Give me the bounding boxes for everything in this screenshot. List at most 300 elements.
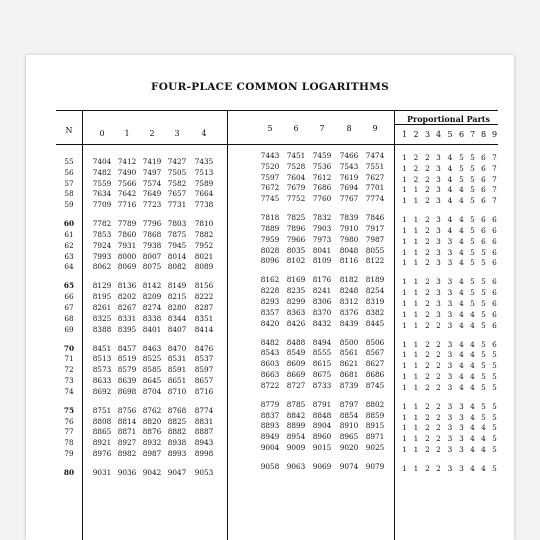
log-mantissa-cell: 9069	[312, 462, 332, 471]
proportional-part-cell: 4	[447, 174, 453, 184]
log-mantissa-cell: 8842	[286, 410, 306, 420]
log-mantissa-cell: 7931	[117, 240, 137, 250]
proportional-part-cell: 1	[413, 185, 419, 195]
proportional-part-cell: 1	[413, 215, 419, 225]
proportional-part-cell: 2	[425, 423, 430, 433]
log-mantissa-cell: 8904	[312, 421, 332, 431]
log-mantissa-cell: 8531	[167, 354, 187, 364]
row-n-value: 55	[64, 157, 74, 166]
pp-header-digit: 7	[469, 130, 476, 139]
log-mantissa-cell: 8267	[117, 303, 137, 312]
proportional-part-cell: 5	[492, 350, 497, 360]
proportional-part-cell: 1	[413, 401, 419, 411]
log-mantissa-cell: 7589	[194, 178, 214, 188]
log-mantissa-cell: 9009	[286, 443, 306, 452]
log-mantissa-cell: 8069	[117, 262, 137, 272]
log-mantissa-cell: 7896	[286, 224, 306, 233]
proportional-part-cell: 4	[481, 434, 486, 444]
proportional-part-cell: 4	[447, 185, 453, 195]
log-mantissa-cell: 9047	[167, 468, 187, 477]
proportional-part-cell: 6	[492, 277, 497, 287]
proportional-part-cell: 3	[447, 464, 453, 473]
proportional-part-cell: 6	[492, 309, 497, 319]
log-mantissa-cell: 7731	[167, 200, 187, 210]
log-mantissa-cell: 8597	[194, 365, 214, 375]
proportional-part-cell: 6	[492, 215, 497, 225]
proportional-part-cell: 5	[481, 401, 486, 411]
log-mantissa-cell: 8055	[365, 245, 385, 255]
log-mantissa-cell: 7882	[194, 230, 214, 239]
proportional-part-cell: 3	[436, 196, 441, 206]
proportional-part-cell: 5	[492, 382, 497, 392]
proportional-part-cell: 4	[470, 423, 475, 433]
log-mantissa-cell: 8401	[142, 324, 162, 334]
proportional-part-cell: 3	[436, 288, 441, 298]
log-mantissa-cell: 7839	[339, 213, 359, 223]
column-rule	[394, 110, 395, 540]
row-n-value: 80	[63, 468, 75, 477]
log-mantissa-cell: 8041	[312, 245, 332, 255]
row-n-value: 61	[64, 230, 74, 239]
proportional-part-cell: 1	[402, 258, 407, 268]
log-mantissa-cell: 8482	[260, 337, 280, 347]
log-mantissa-cell: 7868	[142, 230, 162, 239]
proportional-part-cell: 4	[470, 372, 475, 381]
proportional-part-cell: 5	[470, 288, 475, 298]
proportional-part-cell: 2	[425, 382, 430, 392]
log-mantissa-cell: 8280	[167, 303, 187, 312]
proportional-part-cell: 4	[447, 226, 453, 235]
log-mantissa-cell: 8543	[260, 348, 280, 358]
log-mantissa-cell: 8506	[365, 337, 385, 347]
proportional-part-cell: 2	[425, 226, 430, 235]
proportional-part-cell: 5	[481, 412, 486, 422]
log-mantissa-cell: 8463	[142, 343, 162, 353]
log-mantissa-cell: 8176	[312, 275, 332, 285]
proportional-part-cell: 5	[492, 464, 497, 473]
proportional-part-cell: 4	[459, 372, 464, 381]
log-mantissa-cell: 8960	[312, 432, 332, 442]
proportional-part-cell: 6	[481, 226, 486, 235]
proportional-part-cell: 1	[402, 236, 407, 246]
proportional-part-cell: 5	[459, 163, 464, 173]
log-mantissa-cell: 7752	[286, 194, 306, 204]
proportional-part-cell: 3	[459, 445, 464, 454]
log-mantissa-cell: 7627	[365, 172, 385, 182]
proportional-part-cell: 4	[470, 401, 475, 411]
log-mantissa-cell: 8615	[312, 359, 332, 369]
log-mantissa-cell: 7993	[92, 251, 112, 261]
log-mantissa-cell: 8831	[194, 416, 214, 426]
proportional-part-cell: 6	[492, 320, 497, 330]
log-mantissa-cell: 8048	[339, 245, 359, 255]
log-mantissa-cell: 8882	[167, 427, 187, 437]
log-mantissa-cell: 8122	[365, 256, 385, 266]
proportional-part-cell: 1	[402, 434, 407, 444]
proportional-parts-heading: Proportional Parts	[406, 114, 490, 124]
proportional-part-cell: 2	[425, 464, 430, 473]
proportional-part-cell: 3	[436, 153, 441, 162]
log-mantissa-cell: 7490	[117, 167, 137, 177]
proportional-part-cell: 1	[413, 247, 419, 257]
row-n-value: 59	[64, 200, 74, 210]
log-mantissa-cell: 7709	[92, 200, 112, 210]
log-mantissa-cell: 7789	[117, 219, 137, 229]
proportional-part-cell: 3	[447, 434, 453, 444]
log-mantissa-cell: 8779	[260, 399, 280, 409]
proportional-part-cell: 5	[492, 445, 497, 454]
log-mantissa-cell: 7672	[260, 183, 280, 193]
proportional-part-cell: 1	[402, 288, 407, 298]
proportional-part-cell: 5	[492, 412, 497, 422]
proportional-part-cell: 5	[481, 277, 486, 287]
proportional-part-cell: 1	[402, 196, 407, 206]
column-header-digit: 7	[319, 124, 325, 133]
proportional-part-cell: 4	[447, 163, 453, 173]
log-mantissa-cell: 9036	[117, 468, 137, 477]
proportional-part-cell: 6	[492, 339, 497, 349]
proportional-part-cell: 6	[492, 258, 497, 268]
proportional-part-cell: 3	[436, 236, 441, 246]
proportional-part-cell: 2	[425, 196, 430, 206]
log-mantissa-cell: 8035	[286, 245, 306, 255]
log-mantissa-cell: 8102	[286, 256, 306, 266]
proportional-part-cell: 2	[436, 361, 441, 371]
proportional-part-cell: 5	[481, 258, 486, 268]
proportional-part-cell: 1	[402, 339, 407, 349]
proportional-part-cell: 7	[492, 196, 497, 206]
log-mantissa-cell: 8791	[312, 399, 332, 409]
log-mantissa-cell: 8426	[286, 318, 306, 328]
log-mantissa-cell: 8222	[194, 292, 214, 302]
proportional-part-cell: 3	[447, 423, 453, 433]
proportional-part-cell: 3	[436, 163, 441, 173]
log-mantissa-cell: 7973	[312, 234, 332, 244]
proportional-part-cell: 2	[436, 401, 441, 411]
log-mantissa-cell: 7846	[365, 213, 385, 223]
proportional-part-cell: 1	[413, 277, 419, 287]
log-mantissa-cell: 8675	[312, 370, 332, 379]
log-mantissa-cell: 8169	[286, 275, 306, 285]
log-mantissa-cell: 7694	[339, 183, 359, 193]
log-mantissa-cell: 8476	[194, 343, 214, 353]
log-mantissa-cell: 8651	[167, 376, 187, 385]
proportional-part-cell: 2	[436, 434, 441, 444]
proportional-part-cell: 1	[402, 382, 407, 392]
proportional-part-cell: 4	[459, 226, 464, 235]
log-mantissa-cell: 8414	[194, 324, 214, 334]
log-mantissa-cell: 7903	[312, 224, 332, 233]
proportional-part-cell: 1	[413, 320, 419, 330]
proportional-part-cell: 4	[459, 247, 464, 257]
proportional-part-cell: 1	[402, 309, 407, 319]
pp-header-digit: 8	[480, 130, 487, 139]
proportional-part-cell: 5	[481, 361, 486, 371]
row-n-value: 76	[64, 416, 74, 426]
log-mantissa-cell: 8457	[117, 343, 137, 353]
log-mantissa-cell: 7664	[194, 189, 214, 199]
log-mantissa-cell: 7818	[260, 213, 280, 223]
proportional-part-cell: 4	[459, 350, 464, 360]
proportional-part-cell: 3	[459, 401, 464, 411]
log-mantissa-cell: 8591	[167, 365, 187, 375]
proportional-part-cell: 3	[459, 423, 464, 433]
log-mantissa-cell: 8306	[312, 297, 332, 306]
row-n-value: 79	[64, 449, 74, 458]
proportional-part-cell: 1	[402, 350, 407, 360]
proportional-part-cell: 7	[492, 163, 497, 173]
log-mantissa-cell: 8971	[365, 432, 385, 442]
log-mantissa-cell: 7952	[194, 240, 214, 250]
log-mantissa-cell: 8745	[365, 380, 385, 390]
log-mantissa-cell: 8215	[167, 292, 187, 302]
row-n-value: 78	[64, 438, 74, 448]
proportional-part-cell: 5	[459, 174, 464, 184]
log-mantissa-cell: 7917	[365, 224, 385, 233]
log-mantissa-cell: 8021	[194, 251, 214, 261]
log-mantissa-cell: 8189	[365, 275, 385, 285]
row-n-value: 58	[64, 189, 74, 199]
row-n-value: 60	[63, 219, 75, 229]
log-mantissa-cell: 8561	[339, 348, 359, 358]
proportional-part-cell: 2	[425, 372, 430, 381]
proportional-part-cell: 2	[436, 423, 441, 433]
log-mantissa-cell: 7796	[142, 219, 162, 229]
proportional-part-cell: 2	[425, 361, 430, 371]
log-mantissa-cell: 9015	[312, 443, 332, 452]
log-mantissa-cell: 8555	[312, 348, 332, 358]
column-header-digit: 6	[293, 124, 299, 133]
log-mantissa-cell: 8519	[117, 354, 137, 364]
proportional-part-cell: 3	[436, 185, 441, 195]
log-mantissa-cell: 8241	[312, 286, 332, 296]
log-mantissa-cell: 8871	[117, 427, 137, 437]
log-mantissa-cell: 7474	[365, 151, 385, 160]
proportional-part-cell: 5	[481, 339, 486, 349]
log-mantissa-cell: 8195	[92, 292, 112, 302]
log-mantissa-cell: 7910	[339, 224, 359, 233]
pp-header-digit: 9	[491, 130, 498, 139]
proportional-part-cell: 6	[481, 153, 486, 162]
log-mantissa-cell: 7551	[365, 161, 385, 171]
proportional-part-cell: 3	[436, 226, 441, 235]
proportional-part-cell: 1	[402, 185, 407, 195]
proportional-part-cell: 5	[492, 361, 497, 371]
log-mantissa-cell: 8825	[167, 416, 187, 426]
proportional-part-cell: 2	[425, 258, 430, 268]
log-mantissa-cell: 9053	[194, 468, 214, 477]
log-mantissa-cell: 8820	[142, 416, 162, 426]
proportional-part-cell: 4	[481, 423, 486, 433]
log-mantissa-cell: 8274	[142, 303, 162, 312]
log-mantissa-cell: 8573	[92, 365, 112, 375]
log-mantissa-cell: 8254	[365, 286, 385, 296]
log-mantissa-cell: 8921	[92, 438, 112, 448]
log-mantissa-cell: 8319	[365, 297, 385, 306]
proportional-part-cell: 5	[481, 382, 486, 392]
log-mantissa-cell: 7612	[312, 172, 332, 182]
proportional-part-cell: 5	[470, 196, 475, 206]
proportional-part-cell: 6	[481, 215, 486, 225]
proportional-part-cell: 3	[447, 299, 453, 308]
log-mantissa-cell: 7419	[142, 157, 162, 166]
proportional-part-cell: 1	[413, 226, 419, 235]
log-mantissa-cell: 8432	[312, 318, 332, 328]
proportional-part-cell: 2	[425, 401, 430, 411]
log-mantissa-cell: 8774	[194, 405, 214, 415]
log-mantissa-cell: 8954	[286, 432, 306, 442]
log-mantissa-cell: 8082	[167, 262, 187, 272]
log-mantissa-cell: 8727	[286, 380, 306, 390]
proportional-part-cell: 2	[425, 277, 430, 287]
proportional-part-cell: 1	[413, 288, 419, 298]
log-mantissa-cell: 8982	[117, 449, 137, 458]
log-mantissa-cell: 7966	[286, 234, 306, 244]
log-mantissa-cell: 7497	[142, 167, 162, 177]
log-mantissa-cell: 8325	[92, 313, 112, 323]
proportional-part-cell: 4	[470, 412, 475, 422]
log-mantissa-cell: 8089	[194, 262, 214, 272]
log-mantissa-cell: 7466	[339, 151, 359, 160]
proportional-part-cell: 2	[436, 339, 441, 349]
page-title: FOUR-PLACE COMMON LOGARITHMS	[150, 81, 390, 93]
proportional-part-cell: 1	[402, 412, 407, 422]
log-mantissa-cell: 9031	[92, 468, 112, 477]
log-mantissa-cell: 8768	[167, 405, 187, 415]
proportional-part-cell: 3	[436, 277, 441, 287]
proportional-part-cell: 2	[436, 382, 441, 392]
proportional-part-cell: 4	[459, 288, 464, 298]
log-mantissa-cell: 9079	[365, 462, 385, 471]
proportional-part-cell: 3	[436, 247, 441, 257]
proportional-part-cell: 3	[436, 174, 441, 184]
log-mantissa-cell: 8808	[92, 416, 112, 426]
log-mantissa-cell: 7582	[167, 178, 187, 188]
proportional-part-cell: 2	[413, 174, 419, 184]
log-mantissa-cell: 9074	[339, 462, 359, 471]
pp-header-digit: 5	[447, 130, 453, 139]
log-mantissa-cell: 8209	[142, 292, 162, 302]
proportional-part-cell: 3	[447, 361, 453, 371]
log-mantissa-cell: 7959	[260, 234, 280, 244]
row-n-value: 57	[64, 178, 74, 188]
log-mantissa-cell: 8692	[92, 386, 112, 396]
proportional-part-cell: 2	[425, 299, 430, 308]
proportional-part-cell: 1	[402, 153, 407, 162]
proportional-part-cell: 1	[402, 277, 407, 287]
pp-header-digit: 4	[435, 130, 442, 139]
proportional-part-cell: 2	[436, 320, 441, 330]
log-mantissa-cell: 8370	[312, 307, 332, 317]
log-mantissa-cell: 8513	[92, 354, 112, 364]
proportional-part-cell: 3	[447, 277, 453, 287]
log-table-page	[26, 55, 514, 540]
log-mantissa-cell: 7723	[142, 200, 162, 210]
proportional-part-cell: 3	[436, 258, 441, 268]
table-header-rule	[56, 144, 498, 145]
log-mantissa-cell: 7716	[117, 200, 137, 210]
log-mantissa-cell: 8645	[142, 376, 162, 385]
log-mantissa-cell: 8698	[117, 386, 137, 396]
proportional-part-cell: 1	[413, 236, 419, 246]
proportional-part-cell: 2	[425, 412, 430, 422]
log-mantissa-cell: 7528	[286, 161, 306, 171]
proportional-part-cell: 4	[447, 153, 453, 162]
proportional-part-cell: 2	[425, 288, 430, 298]
log-mantissa-cell: 7412	[117, 157, 137, 166]
log-mantissa-cell: 8887	[194, 427, 214, 437]
column-header-digit: 9	[372, 124, 378, 133]
log-mantissa-cell: 7559	[92, 178, 112, 188]
column-header-digit: 3	[174, 129, 180, 138]
log-mantissa-cell: 8915	[365, 421, 385, 431]
log-mantissa-cell: 9058	[260, 462, 280, 471]
log-mantissa-cell: 8716	[194, 386, 214, 396]
log-mantissa-cell: 8859	[365, 410, 385, 420]
proportional-part-cell: 5	[470, 236, 475, 246]
proportional-part-cell: 4	[459, 382, 464, 392]
log-mantissa-cell: 7987	[365, 234, 385, 244]
log-mantissa-cell: 8927	[117, 438, 137, 448]
proportional-part-cell: 6	[492, 288, 497, 298]
log-mantissa-cell: 8756	[117, 405, 137, 415]
proportional-part-cell: 4	[459, 185, 464, 195]
proportional-part-cell: 3	[447, 445, 453, 454]
proportional-part-cell: 2	[425, 215, 430, 225]
log-mantissa-cell: 8932	[142, 438, 162, 448]
proportional-part-cell: 1	[402, 372, 407, 381]
log-mantissa-cell: 8965	[339, 432, 359, 442]
proportional-part-cell: 1	[413, 196, 419, 206]
proportional-part-cell: 2	[436, 350, 441, 360]
log-mantissa-cell: 8287	[194, 303, 214, 312]
proportional-part-cell: 4	[459, 258, 464, 268]
proportional-part-cell: 4	[470, 445, 475, 454]
proportional-part-cell: 6	[492, 299, 497, 308]
log-mantissa-cell: 7679	[286, 183, 306, 193]
proportional-part-cell: 1	[413, 309, 419, 319]
log-mantissa-cell: 7875	[167, 230, 187, 239]
column-header-digit: 4	[201, 129, 207, 138]
log-mantissa-cell: 8579	[117, 365, 137, 375]
column-header-digit: 2	[149, 129, 155, 138]
log-mantissa-cell: 7634	[92, 189, 112, 199]
log-mantissa-cell: 8987	[142, 449, 162, 458]
log-mantissa-cell: 8357	[260, 307, 280, 317]
proportional-part-cell: 5	[470, 299, 475, 308]
proportional-part-cell: 1	[413, 434, 419, 444]
log-mantissa-cell: 8854	[339, 410, 359, 420]
log-mantissa-cell: 8739	[339, 380, 359, 390]
log-mantissa-cell: 7745	[260, 194, 280, 204]
log-mantissa-cell: 8663	[260, 370, 280, 379]
proportional-part-cell: 1	[413, 258, 419, 268]
proportional-part-cell: 1	[402, 226, 407, 235]
proportional-part-cell: 4	[470, 339, 475, 349]
proportional-part-cell: 5	[492, 423, 497, 433]
proportional-part-cell: 3	[447, 350, 453, 360]
proportional-part-cell: 1	[402, 401, 407, 411]
proportional-part-cell: 5	[470, 153, 475, 162]
log-mantissa-cell: 8733	[312, 380, 332, 390]
proportional-part-cell: 4	[470, 361, 475, 371]
log-mantissa-cell: 8007	[142, 251, 162, 261]
column-header-digit: 5	[267, 124, 273, 133]
pp-header-digit: 2	[413, 130, 419, 139]
log-mantissa-cell: 8000	[117, 251, 137, 261]
log-mantissa-cell: 7860	[117, 230, 137, 239]
log-mantissa-cell: 7536	[312, 161, 332, 171]
